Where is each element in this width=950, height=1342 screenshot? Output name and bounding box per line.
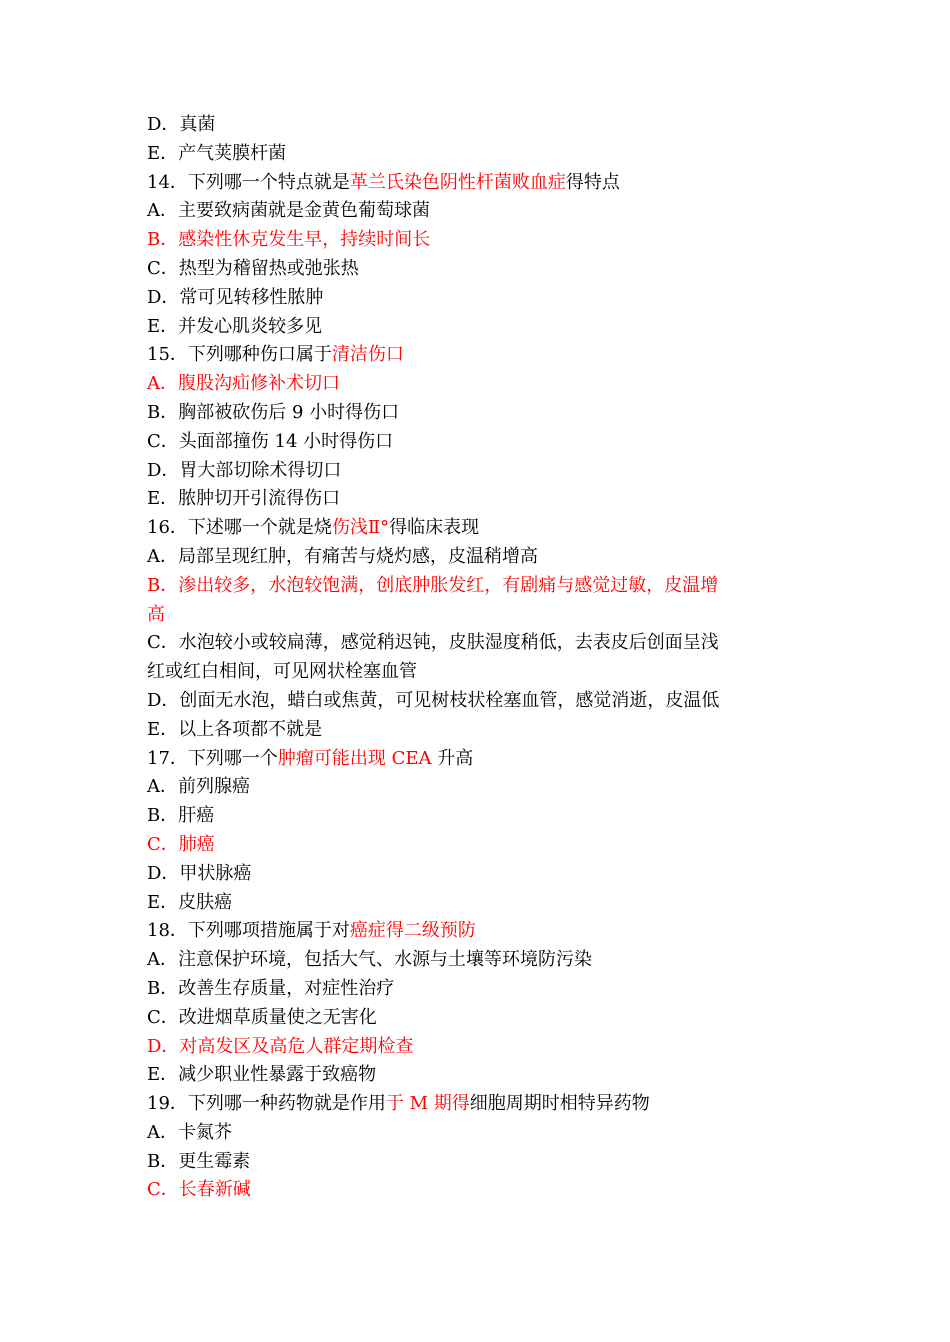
- text-segment: 17．下列哪一个: [147, 747, 278, 769]
- text-segment: E．减少职业性暴露于致癌物: [147, 1064, 377, 1086]
- text-segment: 15．下列哪种伤口属于: [147, 344, 332, 366]
- text-segment: 19．下列哪一种药物就是作用: [147, 1093, 386, 1115]
- highlighted-text: B．感染性休克发生早，持续时间长: [147, 229, 431, 251]
- text-segment: E．皮肤癌: [147, 891, 233, 913]
- text-line: [147, 773, 727, 802]
- highlighted-text: 肿瘤可能出现 CEA: [277, 747, 432, 769]
- text-line: [147, 1119, 727, 1148]
- text-line: [147, 341, 727, 370]
- text-segment: 得临床表现: [389, 517, 480, 539]
- text-segment: A．注意保护环境，包括大气、水源与土壤等环境防污染: [147, 949, 592, 971]
- text-line: [147, 1090, 727, 1119]
- highlighted-text: C．长春新碱: [147, 1179, 251, 1201]
- highlighted-text: 清洁伤口: [331, 344, 404, 366]
- text-line: [147, 917, 727, 946]
- document-page: [147, 111, 727, 1205]
- text-line: [147, 975, 727, 1004]
- text-line: [147, 1061, 727, 1090]
- text-line: [147, 140, 727, 169]
- highlighted-text: 革兰氏染色阴性杆菌败血症: [349, 171, 566, 193]
- text-segment: E．脓肿切开引流得伤口: [147, 488, 341, 510]
- highlighted-text: 伤浅Ⅱ°: [331, 517, 390, 539]
- text-line: [147, 514, 727, 543]
- text-line: [147, 197, 727, 226]
- text-line: [147, 831, 727, 860]
- text-line: [147, 802, 727, 831]
- highlighted-text: 癌症得二级预防: [349, 920, 476, 942]
- text-segment: A．主要致病菌就是金黄色葡萄球菌: [147, 200, 430, 222]
- text-line: [147, 716, 727, 745]
- text-line: [147, 255, 727, 284]
- text-segment: C．水泡较小或较扁薄，感觉稍迟钝，皮肤湿度稍低，去表皮后创面呈浅红或红白相间，可见网状栓塞血管: [147, 632, 719, 683]
- text-line: [147, 485, 727, 514]
- text-segment: A．局部呈现红肿，有痛苦与烧灼感，皮温稍增高: [147, 545, 538, 567]
- text-line: [147, 1033, 727, 1062]
- highlighted-text: 于 M 期得: [385, 1093, 470, 1115]
- text-segment: C．头面部撞伤 14 小时得伤口: [147, 430, 394, 452]
- text-line: [147, 370, 727, 399]
- text-segment: D．胃大部切除术得切口: [147, 459, 342, 481]
- highlighted-text: B．渗出较多，水泡较饱满，创底肿胀发红，有剧痛与感觉过敏，皮温增高: [147, 574, 719, 625]
- text-segment: 16．下述哪一个就是烧: [147, 517, 332, 539]
- text-line: [147, 629, 727, 687]
- text-line: [147, 1176, 727, 1205]
- highlighted-text: C．肺癌: [147, 833, 215, 855]
- text-segment: 细胞周期时相特异药物: [469, 1093, 650, 1115]
- text-line: [147, 428, 727, 457]
- text-line: [147, 745, 727, 774]
- text-segment: A．前列腺癌: [147, 776, 250, 798]
- text-segment: 升高: [431, 747, 474, 769]
- highlighted-text: A．腹股沟疝修补术切口: [147, 373, 340, 395]
- text-line: [147, 572, 727, 630]
- text-segment: B．肝癌: [147, 805, 215, 827]
- text-segment: 18．下列哪项措施属于对: [147, 920, 350, 942]
- highlighted-text: D．对高发区及高危人群定期检查: [147, 1035, 414, 1057]
- text-line: [147, 860, 727, 889]
- text-line: [147, 543, 727, 572]
- text-line: [147, 111, 727, 140]
- text-segment: C．热型为稽留热或弛张热: [147, 257, 359, 279]
- text-segment: E．产气荚膜杆菌: [147, 142, 287, 164]
- text-segment: D．创面无水泡，蜡白或焦黄，可见树枝状栓塞血管，感觉消逝，皮温低: [147, 689, 720, 711]
- text-segment: B．胸部被砍伤后 9 小时得伤口: [147, 401, 400, 423]
- text-line: [147, 284, 727, 313]
- text-segment: B．改善生存质量，对症性治疗: [147, 977, 395, 999]
- text-line: [147, 946, 727, 975]
- text-segment: D．常可见转移性脓肿: [147, 286, 324, 308]
- text-line: [147, 457, 727, 486]
- text-segment: D．真菌: [147, 114, 216, 135]
- text-line: [147, 889, 727, 918]
- text-line: [147, 1004, 727, 1033]
- text-segment: C．改进烟草质量使之无害化: [147, 1006, 377, 1028]
- text-segment: A．卡氮芥: [147, 1121, 232, 1143]
- text-line: [147, 687, 727, 716]
- text-line: [147, 169, 727, 198]
- text-line: [147, 313, 727, 342]
- text-segment: B．更生霉素: [147, 1150, 251, 1172]
- text-line: [147, 226, 727, 255]
- text-line: [147, 1148, 727, 1177]
- text-line: [147, 399, 727, 428]
- text-segment: E．以上各项都不就是: [147, 718, 323, 740]
- text-segment: D．甲状脉癌: [147, 862, 252, 884]
- text-segment: 14．下列哪一个特点就是: [147, 171, 350, 193]
- text-segment: E．并发心肌炎较多见: [147, 315, 323, 337]
- text-segment: 得特点: [565, 171, 620, 193]
